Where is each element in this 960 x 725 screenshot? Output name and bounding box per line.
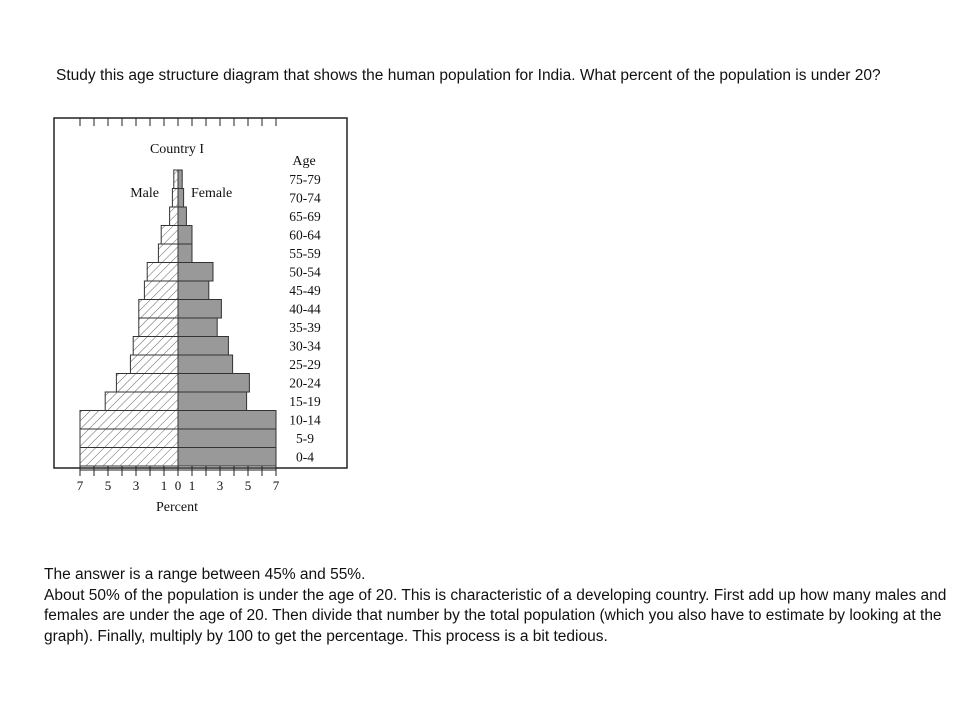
x-tick-label: 3 [132,478,140,493]
bar-male-55-59 [158,244,178,263]
bar-male-70-74 [172,189,178,208]
bar-female-45-49 [178,281,209,300]
bar-female-75-79 [178,170,182,189]
bar-male-25-29 [130,355,178,374]
age-label: 55-59 [289,246,321,261]
bar-male-50-54 [147,263,178,282]
legend-female: Female [191,186,233,201]
bar-female-40-44 [178,300,221,319]
bar-female-10-14 [178,411,276,430]
age-label: 5-9 [296,431,314,446]
bar-male-75-79 [174,170,178,189]
bar-male-15-19 [105,392,178,411]
age-label: 0-4 [296,449,314,465]
age-label: 45-49 [289,283,321,298]
bar-female-5-9 [178,429,276,448]
bar-female-70-74 [178,189,184,208]
x-tick-label: 3 [216,478,224,493]
answer-explanation: About 50% of the population is under the age of 20. This is characteristic of a developing country. First add up how many males and females are under the age of 20. Then divide that number by the total population (which you also have to estimate by looking at the graph). Finally, multiply by 100 to get the percentage. This process is a bit tedious. [44,586,947,645]
x-tick-label: 1 [188,478,196,493]
bar-male-40-44 [139,300,178,319]
bar-male-30-34 [133,337,178,356]
x-tick-label: 1 [160,478,168,493]
age-label: 75-79 [289,172,321,187]
age-label: 70-74 [289,190,321,206]
bar-female-30-34 [178,337,228,356]
age-label: 35-39 [289,320,321,335]
x-tick-label: 7 [272,478,280,493]
bar-male-0-4 [80,448,178,467]
bar-male-5-9 [80,429,178,448]
legend-male: Male [130,186,159,201]
y-axis-label: Age [292,154,316,169]
bar-female-20-24 [178,374,249,393]
answer-block [44,565,949,647]
x-axis [77,466,280,493]
age-label: 20-24 [289,375,321,391]
age-label: 65-69 [289,209,321,224]
x-tick-label: 7 [76,478,84,493]
bar-female-55-59 [178,244,192,263]
bar-male-45-49 [144,281,178,300]
bar-male-35-39 [139,318,178,337]
age-label: 40-44 [289,301,321,317]
chart-title: Country I [149,142,205,157]
bar-female-25-29 [178,355,233,374]
x-axis-label: Percent [156,500,198,515]
answer-summary: The answer is a range between 45% and 55%. [44,566,366,583]
bar-male-20-24 [116,374,178,393]
bar-female-35-39 [178,318,217,337]
x-tick-label: 5 [104,478,112,493]
age-label: 30-34 [289,338,321,354]
age-label: 25-29 [289,357,321,372]
bar-female-0-4 [178,448,276,467]
bar-male-60-64 [161,226,178,245]
bar-female-50-54 [178,263,213,282]
x-tick-label: 0 [174,478,182,493]
question-text: Study this age structure diagram that shows the human population for India. What percent of the population is under 20? [56,67,881,84]
age-label: 10-14 [289,412,321,428]
age-label: 60-64 [289,227,321,243]
age-label: 15-19 [289,394,321,409]
bar-male-10-14 [80,411,178,430]
bar-female-65-69 [178,207,186,226]
bar-female-60-64 [178,226,192,245]
bar-female-15-19 [178,392,247,411]
bar-male-65-69 [170,207,178,226]
age-label: 50-54 [289,264,321,280]
x-tick-label: 5 [244,478,252,493]
